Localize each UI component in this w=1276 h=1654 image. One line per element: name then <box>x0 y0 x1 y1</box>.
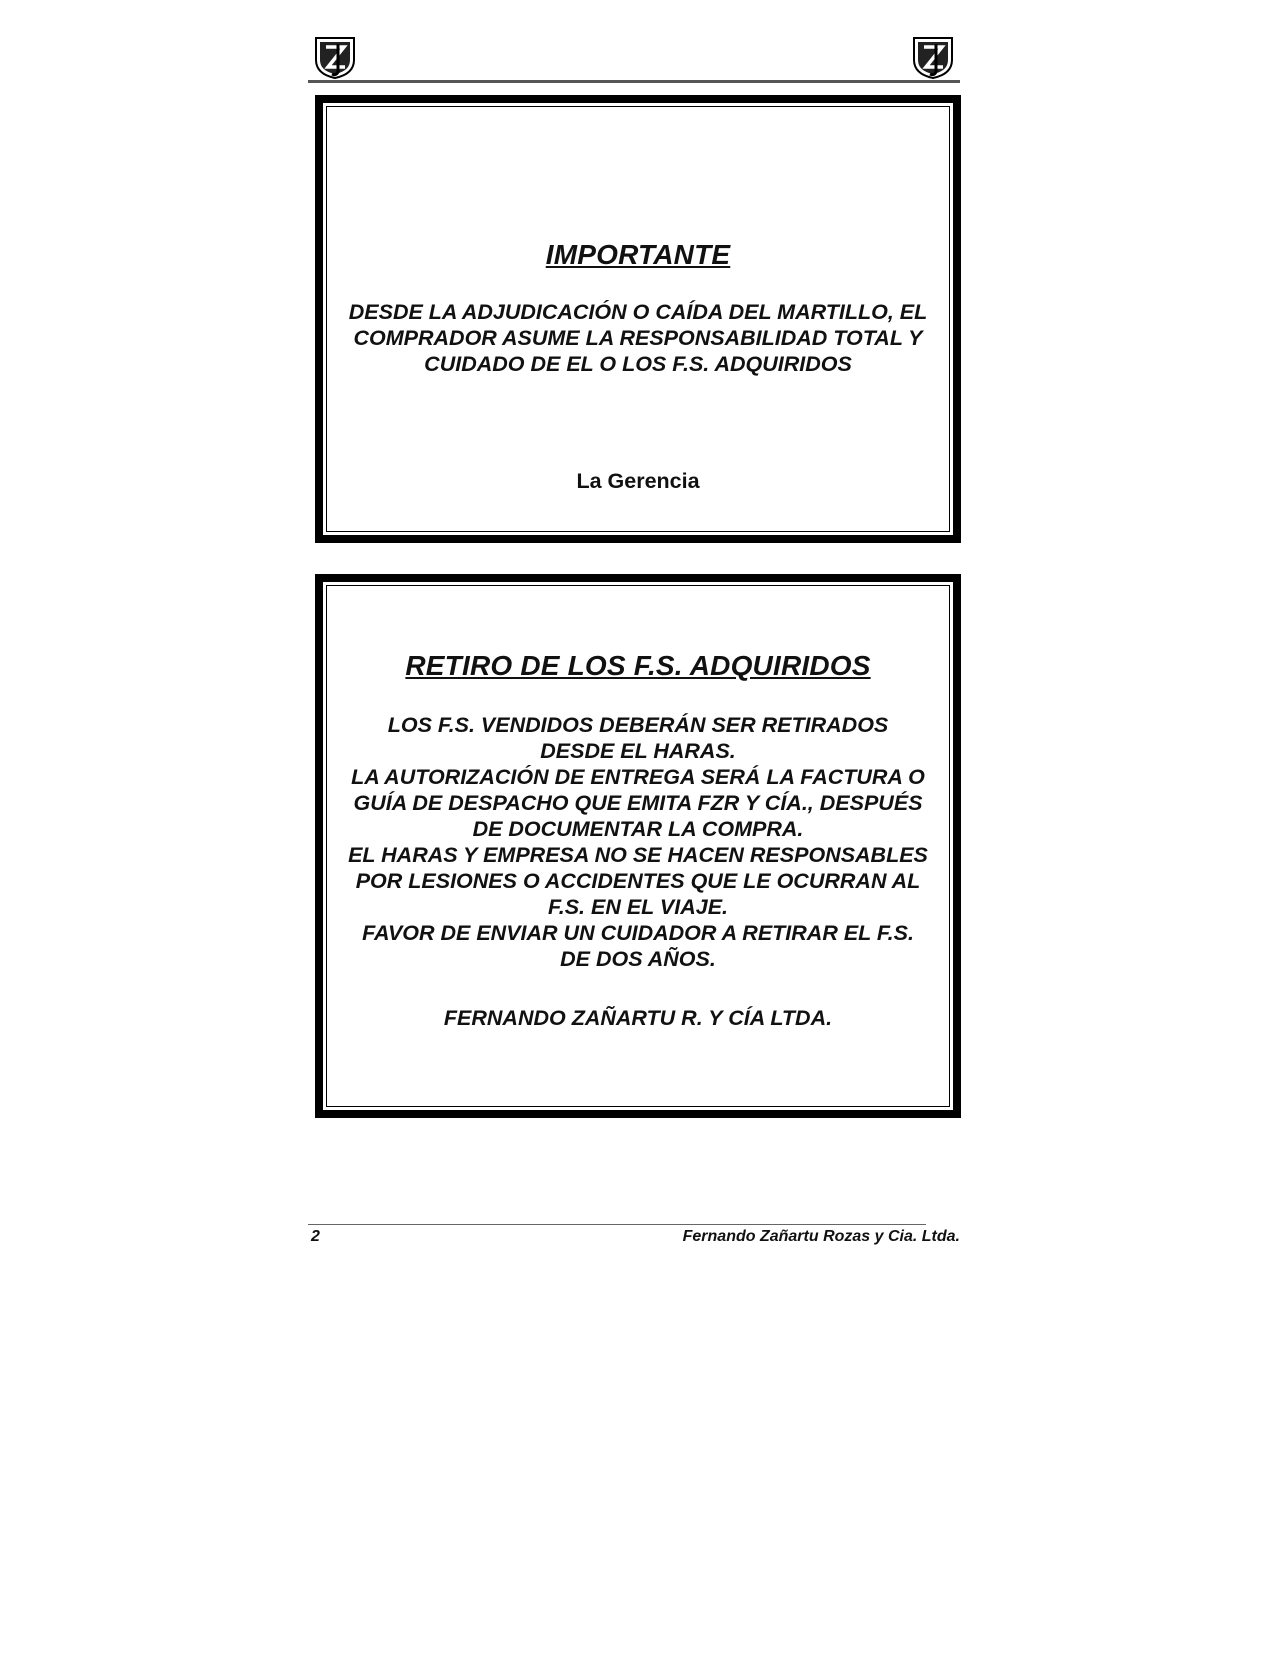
footer-company-name: Fernando Zañartu Rozas y Cia. Ltda. <box>682 1228 960 1245</box>
notice-line: EL HARAS Y EMPRESA NO SE HACEN RESPONSABLES <box>348 843 928 867</box>
company-shield-logo-icon <box>312 34 358 80</box>
notice-heading: RETIRO DE LOS F.S. ADQUIRIDOS <box>405 650 871 681</box>
notice-line: CUIDADO DE EL O LOS F.S. ADQUIRIDOS <box>424 352 852 376</box>
notice-box-retiro <box>315 574 961 1118</box>
company-shield-logo-icon <box>910 34 956 80</box>
notice-body <box>323 299 953 377</box>
notice-line: DESDE EL HARAS. <box>540 739 736 763</box>
notice-heading: IMPORTANTE <box>545 239 731 270</box>
header-divider <box>308 80 960 83</box>
notice-line: GUÍA DE DESPACHO QUE EMITA FZR Y CÍA., DESPUÉS <box>353 791 923 815</box>
notice-line: LA AUTORIZACIÓN DE ENTREGA SERÁ LA FACTURA O <box>351 765 925 789</box>
notice-line: POR LESIONES O ACCIDENTES QUE LE OCURRAN AL <box>355 869 921 893</box>
notice-body <box>323 712 953 972</box>
notice-line: F.S. EN EL VIAJE. <box>547 895 729 919</box>
notice-line: FAVOR DE ENVIAR UN CUIDADOR A RETIRAR EL F.S. <box>362 921 914 945</box>
notice-box-importante <box>315 95 961 543</box>
footer-divider <box>308 1224 926 1225</box>
notice-signature: La Gerencia <box>576 469 700 493</box>
notice-line: LOS F.S. VENDIDOS DEBERÁN SER RETIRADOS <box>387 713 889 737</box>
notice-line: DE DOS AÑOS. <box>560 947 716 971</box>
page-number: 2 <box>311 1228 320 1245</box>
notice-signature: FERNANDO ZAÑARTU R. Y CÍA LTDA. <box>443 1006 833 1030</box>
notice-line: DE DOCUMENTAR LA COMPRA. <box>472 817 804 841</box>
notice-line: COMPRADOR ASUME LA RESPONSABILIDAD TOTAL Y <box>353 326 923 350</box>
notice-line: DESDE LA ADJUDICACIÓN O CAÍDA DEL MARTILLO, EL <box>348 300 928 324</box>
